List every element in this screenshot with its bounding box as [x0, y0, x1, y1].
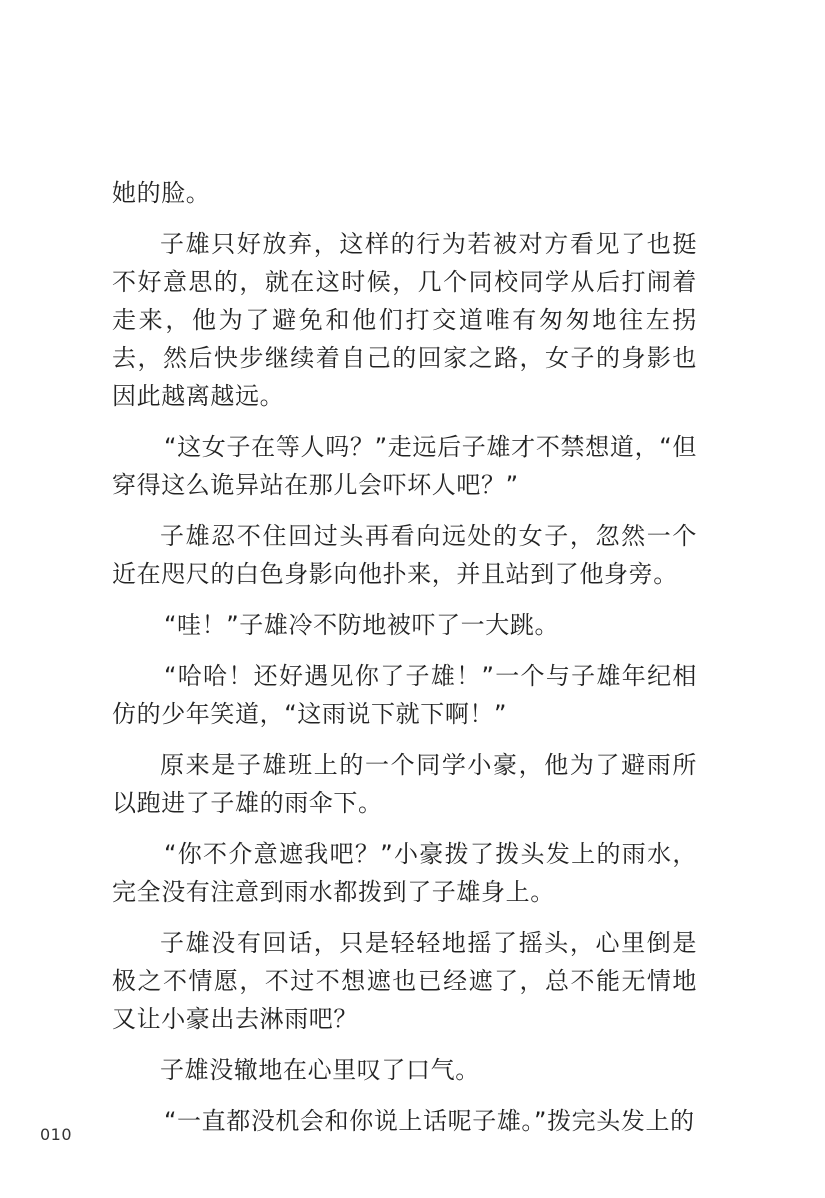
- paragraph-1: 她的脸。: [112, 179, 211, 207]
- paragraph-6: “哈哈！还好遇见你了子雄！”一个与子雄年纪相仿的少年笑道，“这雨说下就下啊！”: [112, 662, 697, 728]
- paragraph-10: 子雄没辙地在心里叹了口气。: [160, 1056, 480, 1084]
- paragraph-11: “一直都没机会和你说上话呢子雄。”拨完头发上的: [164, 1107, 695, 1135]
- paragraph-3: “这女子在等人吗？”走远后子雄才不禁想道，“但穿得这么诡异站在那儿会吓坏人吧？”: [112, 433, 697, 499]
- page-number: 010: [40, 1125, 73, 1144]
- paragraph-8: “你不介意遮我吧？”小豪拨了拨头发上的雨水，完全没有注意到雨水都拨到了子雄身上。: [112, 840, 697, 906]
- paragraph-9: 子雄没有回话，只是轻轻地摇了摇头，心里倒是极之不情愿，不过不想遮也已经遮了，总不能无情地又让小豪出去淋雨吧？: [112, 929, 697, 1033]
- body-text: [112, 174, 697, 1153]
- paragraph-7: 原来是子雄班上的一个同学小豪，他为了避雨所以跑进了子雄的雨伞下。: [112, 751, 697, 817]
- paragraph-2: 子雄只好放弃，这样的行为若被对方看见了也挺不好意思的，就在这时候，几个同校同学从后打闹着走来，他为了避免和他们打交道唯有匆匆地往左拐去，然后快步继续着自己的回家之路，女子的身影也因此越离越远。: [112, 230, 697, 410]
- paragraph-4: 子雄忍不住回过头再看向远处的女子，忽然一个近在咫尺的白色身影向他扑来，并且站到了他身旁。: [112, 522, 697, 588]
- paragraph-5: “哇！”子雄冷不防地被吓了一大跳。: [164, 611, 560, 639]
